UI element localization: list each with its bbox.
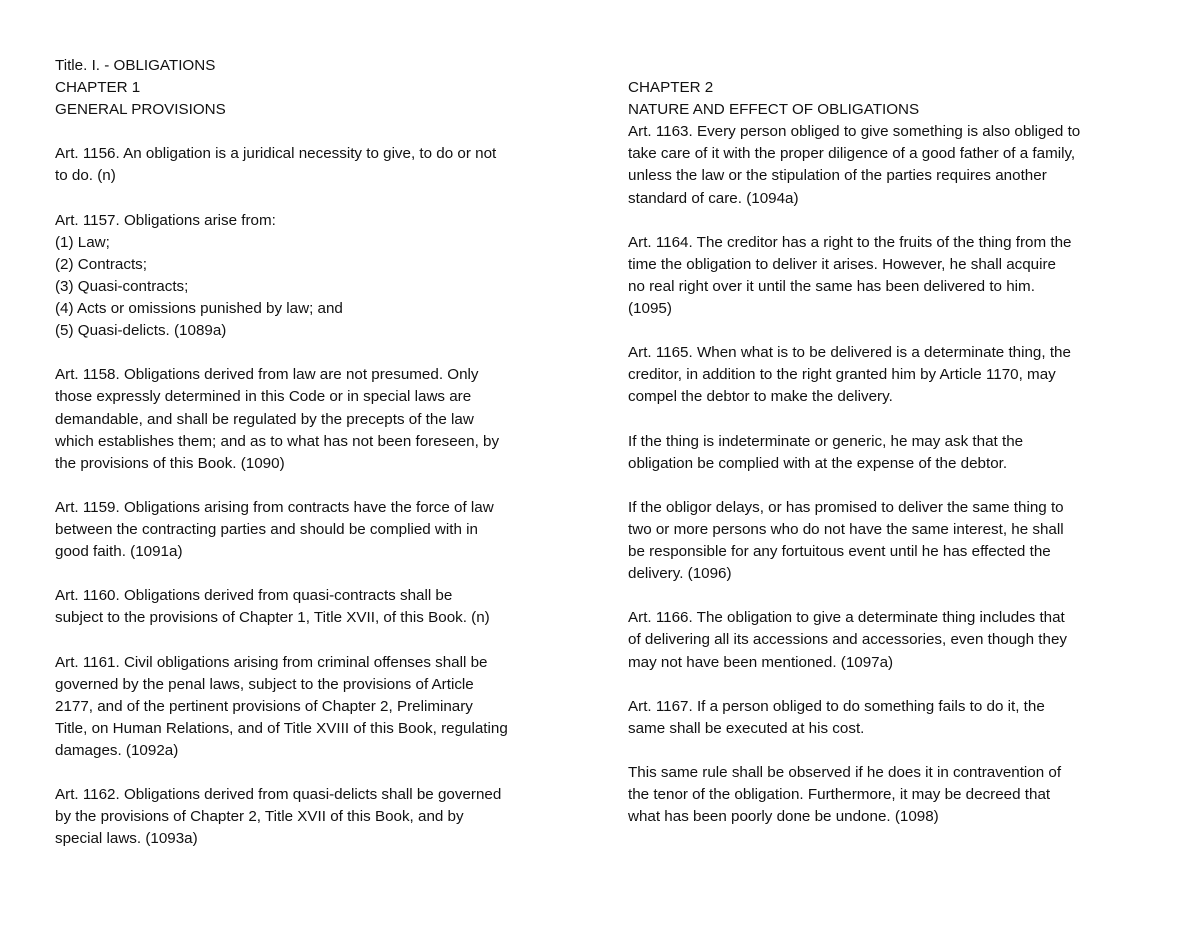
paragraph-spacer [628, 320, 1158, 342]
article-text-line: of delivering all its accessions and accessories, even though they [628, 631, 1067, 649]
article-text-line: (1) Law; [55, 233, 110, 251]
article-text-line: two or more persons who do not have the same interest, he shall [628, 520, 1064, 538]
article-text-line: no real right over it until the same has been delivered to him. [628, 277, 1035, 295]
article-text-line: those expressly determined in this Code or in special laws are [55, 388, 472, 406]
article-text-line: Art. 1163. Every person obliged to give something is also obliged to [628, 123, 1081, 141]
article-text-line: time the obligation to deliver it arises. However, he shall acquire [628, 255, 1057, 273]
article-text-line: Art. 1156. An obligation is a juridical necessity to give, to do or not [55, 145, 497, 163]
section-heading: CHAPTER 2 [628, 79, 714, 97]
article-text-line: unless the law or the stipulation of the parties requires another [628, 167, 1047, 185]
right-column [628, 55, 1158, 828]
paragraph-spacer [628, 585, 1158, 607]
paragraph-spacer [628, 740, 1158, 762]
article-text-line: same shall be executed at his cost. [628, 719, 865, 737]
article-text-line: Art. 1158. Obligations derived from law are not presumed. Only [55, 366, 479, 384]
article-text-line: be responsible for any fortuitous event until he has effected the [628, 543, 1051, 561]
article-text-line: Art. 1157. Obligations arise from: [55, 211, 276, 229]
section-subheading: NATURE AND EFFECT OF OBLIGATIONS [628, 101, 920, 119]
paragraph-spacer [628, 210, 1158, 232]
article-text-line: which establishes them; and as to what has not been foreseen, by [55, 432, 500, 450]
article-text-line: standard of care. (1094a) [628, 189, 799, 207]
section-subheading: CHAPTER 1 [55, 79, 141, 97]
paragraph-spacer [55, 121, 580, 143]
article-text-line: may not have been mentioned. (1097a) [628, 653, 894, 671]
article-paragraph [628, 342, 1158, 408]
article-paragraph [628, 232, 1158, 320]
article-text-line: Art. 1162. Obligations derived from quasi-delicts shall be governed [55, 786, 502, 804]
article-paragraph [55, 210, 580, 343]
paragraph-spacer [628, 674, 1158, 696]
paragraph-spacer [55, 563, 580, 585]
article-paragraph [628, 607, 1158, 673]
paragraph-spacer [55, 475, 580, 497]
right-column-articles [628, 121, 1158, 828]
article-text-line: creditor, in addition to the right granted him by Article 1170, may [628, 366, 1056, 384]
article-paragraph [55, 497, 580, 563]
article-text-line: (5) Quasi-delicts. (1089a) [55, 322, 227, 340]
article-text-line: (1095) [628, 300, 672, 318]
article-text-line: the provisions of this Book. (1090) [55, 454, 285, 472]
article-text-line: Art. 1160. Obligations derived from quasi-contracts shall be [55, 587, 453, 605]
section-heading: Title. I. - OBLIGATIONS [55, 57, 216, 74]
article-text-line: Art. 1159. Obligations arising from contracts have the force of law [55, 498, 494, 516]
paragraph-spacer [55, 629, 580, 651]
article-text-line: Art. 1164. The creditor has a right to the fruits of the thing from the [628, 233, 1072, 251]
left-column-header [55, 55, 580, 121]
article-text-line: governed by the penal laws, subject to the provisions of Article [55, 675, 474, 693]
article-text-line: special laws. (1093a) [55, 830, 198, 848]
paragraph-spacer [628, 475, 1158, 497]
article-paragraph [55, 652, 580, 762]
article-text-line: demandable, and shall be regulated by the precepts of the law [55, 410, 474, 428]
article-text-line: Art. 1161. Civil obligations arising from criminal offenses shall be [55, 653, 488, 671]
article-text-line: the tenor of the obligation. Furthermore, it may be decreed that [628, 786, 1051, 804]
article-text-line: to do. (n) [55, 167, 116, 185]
article-paragraph [628, 762, 1158, 828]
paragraph-spacer [55, 762, 580, 784]
article-text-line: Art. 1165. When what is to be delivered is a determinate thing, the [628, 344, 1071, 362]
article-text-line: take care of it with the proper diligence of a good father of a family, [628, 145, 1076, 163]
article-text-line: compel the debtor to make the delivery. [628, 388, 893, 406]
article-text-line: damages. (1092a) [55, 741, 179, 759]
article-text-line: (2) Contracts; [55, 255, 147, 273]
article-text-line: subject to the provisions of Chapter 1, Title XVII, of this Book. (n) [55, 609, 490, 627]
article-text-line: (3) Quasi-contracts; [55, 277, 189, 295]
header-spacer [628, 55, 1158, 77]
article-text-line: If the thing is indeterminate or generic, he may ask that the [628, 432, 1024, 450]
article-paragraph [628, 431, 1158, 475]
right-column-header [628, 55, 1158, 121]
article-text-line: Art. 1166. The obligation to give a determinate thing includes that [628, 609, 1065, 627]
article-paragraph [628, 696, 1158, 740]
article-text-line: obligation be complied with at the expense of the debtor. [628, 454, 1008, 472]
article-paragraph [55, 585, 580, 629]
paragraph-spacer [55, 188, 580, 210]
left-column [55, 55, 580, 850]
article-text-line: between the contracting parties and should be complied with in [55, 520, 478, 538]
article-text-line: If the obligor delays, or has promised to deliver the same thing to [628, 498, 1064, 516]
article-text-line: good faith. (1091a) [55, 543, 183, 561]
left-column-articles [55, 121, 580, 850]
article-paragraph [55, 143, 580, 187]
paragraph-spacer [628, 409, 1158, 431]
article-text-line: 2177, and of the pertinent provisions of Chapter 2, Preliminary [55, 697, 473, 715]
paragraph-spacer [55, 342, 580, 364]
article-paragraph [55, 364, 580, 474]
article-text-line: This same rule shall be observed if he does it in contravention of [628, 764, 1062, 781]
article-paragraph [628, 497, 1158, 585]
article-paragraph [55, 784, 580, 850]
article-paragraph [628, 121, 1158, 209]
article-text-line: delivery. (1096) [628, 565, 732, 583]
section-subheading: GENERAL PROVISIONS [55, 101, 226, 119]
article-text-line: by the provisions of Chapter 2, Title XVII of this Book, and by [55, 808, 464, 826]
article-text-line: Title, on Human Relations, and of Title XVIII of this Book, regulating [55, 719, 508, 737]
article-text-line: Art. 1167. If a person obliged to do something fails to do it, the [628, 697, 1045, 715]
article-text-line: (4) Acts or omissions punished by law; and [55, 300, 343, 318]
article-text-line: what has been poorly done be undone. (1098) [628, 808, 939, 826]
